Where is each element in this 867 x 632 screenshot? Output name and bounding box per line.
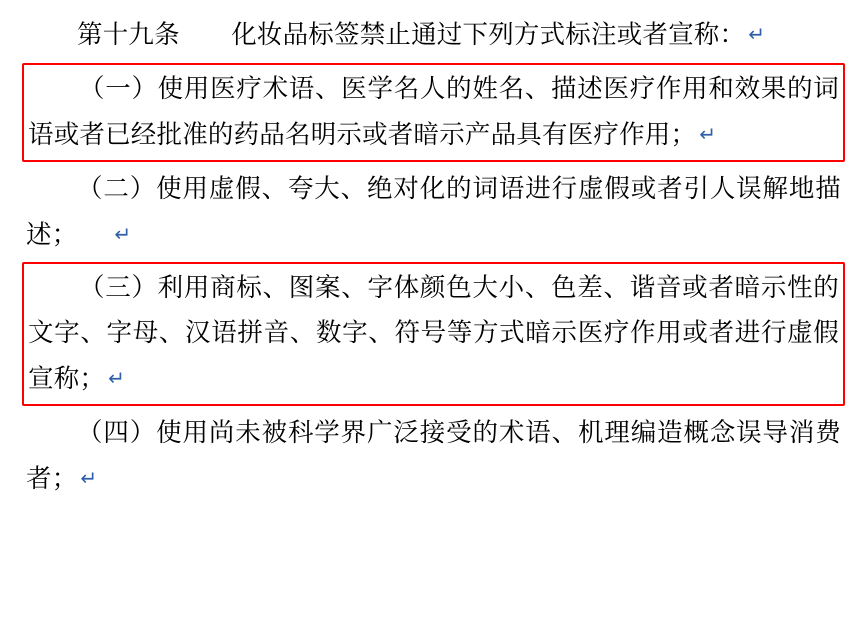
paragraph-mark-icon: ↵: [114, 222, 132, 246]
clause-item-1: [22, 63, 845, 162]
clause-item-1-text: （一）使用医疗术语、医学名人的姓名、描述医疗作用和效果的词语或者已经批准的药品名明示或者暗示产品具有医疗作用；: [28, 75, 839, 149]
clause-item-3: [22, 262, 845, 406]
paragraph-mark-icon: ↵: [80, 466, 98, 490]
clause-item-3-text: （三）利用商标、图案、字体颜色大小、色差、谐音或者暗示性的文字、字母、汉语拼音、数字、符号等方式暗示医疗作用或者进行虚假宣称；: [28, 274, 839, 393]
clause-item-4: [22, 409, 845, 504]
clause-item-4-text: （四）使用尚未被科学界广泛接受的术语、机理编造概念误导消费者；: [26, 419, 841, 493]
article-heading: [22, 10, 845, 60]
paragraph-mark-icon: ↵: [108, 366, 126, 390]
paragraph-mark-icon: ↵: [748, 22, 766, 46]
paragraph-mark-icon: ↵: [699, 122, 717, 146]
clause-item-2-text: （二）使用虚假、夸大、绝对化的词语进行虚假或者引人误解地描述；: [26, 175, 841, 249]
article-heading-text: 第十九条 化妆品标签禁止通过下列方式标注或者宣称：: [77, 21, 746, 49]
clause-item-2: [22, 165, 845, 260]
